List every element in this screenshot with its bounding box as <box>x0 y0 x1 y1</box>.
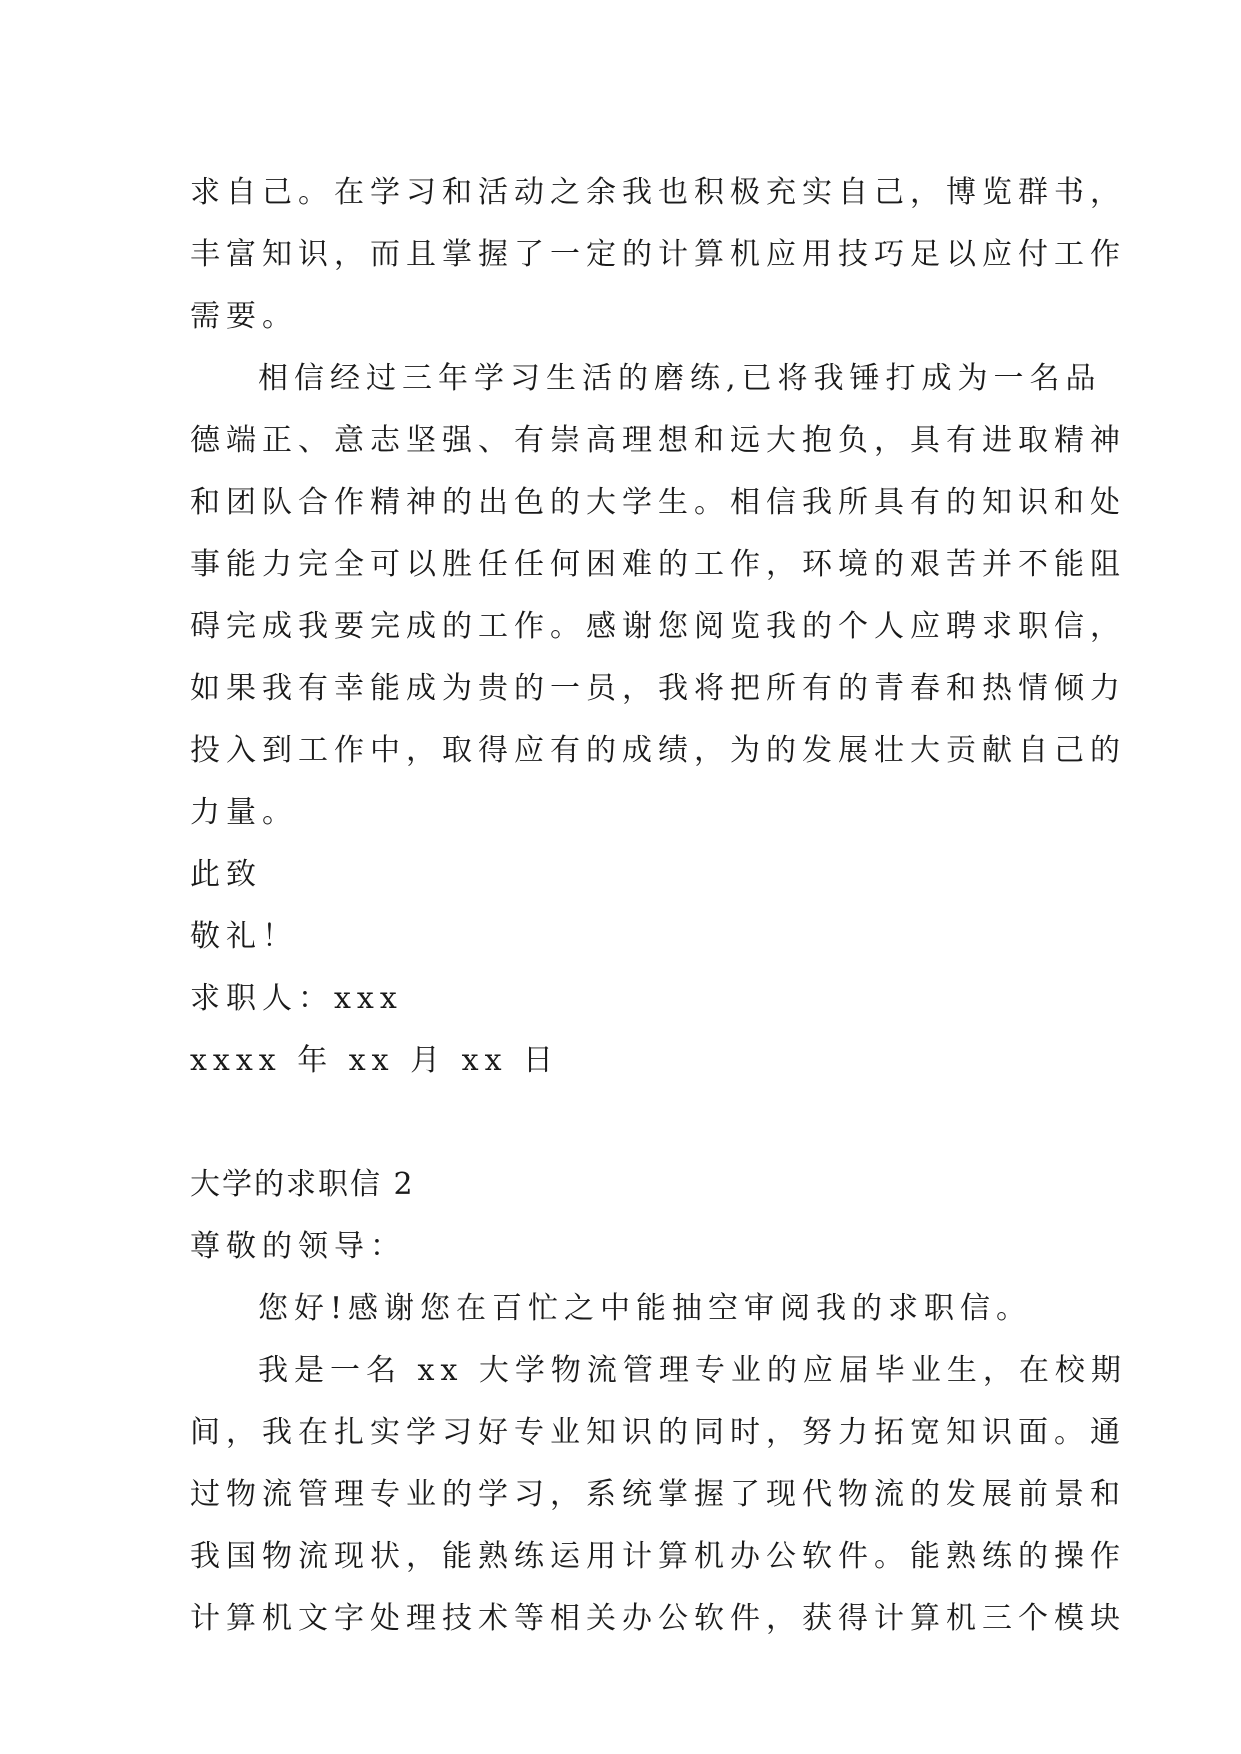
paragraph-line: 求自己。在学习和活动之余我也积极充实自己，博览群书， <box>190 175 1126 210</box>
signature-text: 求职人：xxx <box>190 981 403 1016</box>
salutation-text: 敬礼！ <box>190 919 298 954</box>
paragraph-line: 间，我在扎实学习好专业知识的同时，努力拓宽知识面。通 <box>190 1415 1126 1450</box>
closing-text: 此致 <box>190 857 262 892</box>
section-spacer <box>190 1092 1070 1154</box>
paragraph-line: 如果我有幸能成为贵的一员，我将把所有的青春和热情倾力 <box>190 671 1126 706</box>
paragraph-line: 碍完成我要完成的工作。感谢您阅览我的个人应聘求职信， <box>190 609 1126 644</box>
paragraph-line: 投入到工作中，取得应有的成绩，为的发展壮大贡献自己的 <box>190 733 1126 768</box>
paragraph-line: 我国物流现状，能熟练运用计算机办公软件。能熟练的操作 <box>190 1539 1126 1574</box>
paragraph-line: 我是一名 xx 大学物流管理专业的应届毕业生，在校期 <box>258 1353 1127 1388</box>
paragraph-line: 德端正、意志坚强、有崇高理想和远大抱负，具有进取精神 <box>190 423 1126 458</box>
paragraph-line: 过物流管理专业的学习，系统掌握了现代物流的发展前景和 <box>190 1477 1126 1512</box>
letter-body <box>190 162 1127 1650</box>
section-title: 大学的求职信 2 <box>190 1167 415 1202</box>
paragraph-line: 需要。 <box>190 299 298 334</box>
greeting-text: 尊敬的领导： <box>190 1229 406 1264</box>
paragraph-line: 丰富知识，而且掌握了一定的计算机应用技巧足以应付工作 <box>190 237 1126 272</box>
date-text: xxxx 年 xx 月 xx 日 <box>190 1043 560 1078</box>
paragraph-line: 和团队合作精神的出色的大学生。相信我所具有的知识和处 <box>190 485 1126 520</box>
paragraph-line: 力量。 <box>190 795 298 830</box>
paragraph-line: 相信经过三年学习生活的磨练,已将我锤打成为一名品 <box>258 361 1102 396</box>
intro-line: 您好!感谢您在百忙之中能抽空审阅我的求职信。 <box>258 1291 1033 1326</box>
paragraph-line: 计算机文字处理技术等相关办公软件，获得计算机三个模块 <box>190 1601 1126 1636</box>
paragraph-line: 事能力完全可以胜任任何困难的工作，环境的艰苦并不能阻 <box>190 547 1126 582</box>
